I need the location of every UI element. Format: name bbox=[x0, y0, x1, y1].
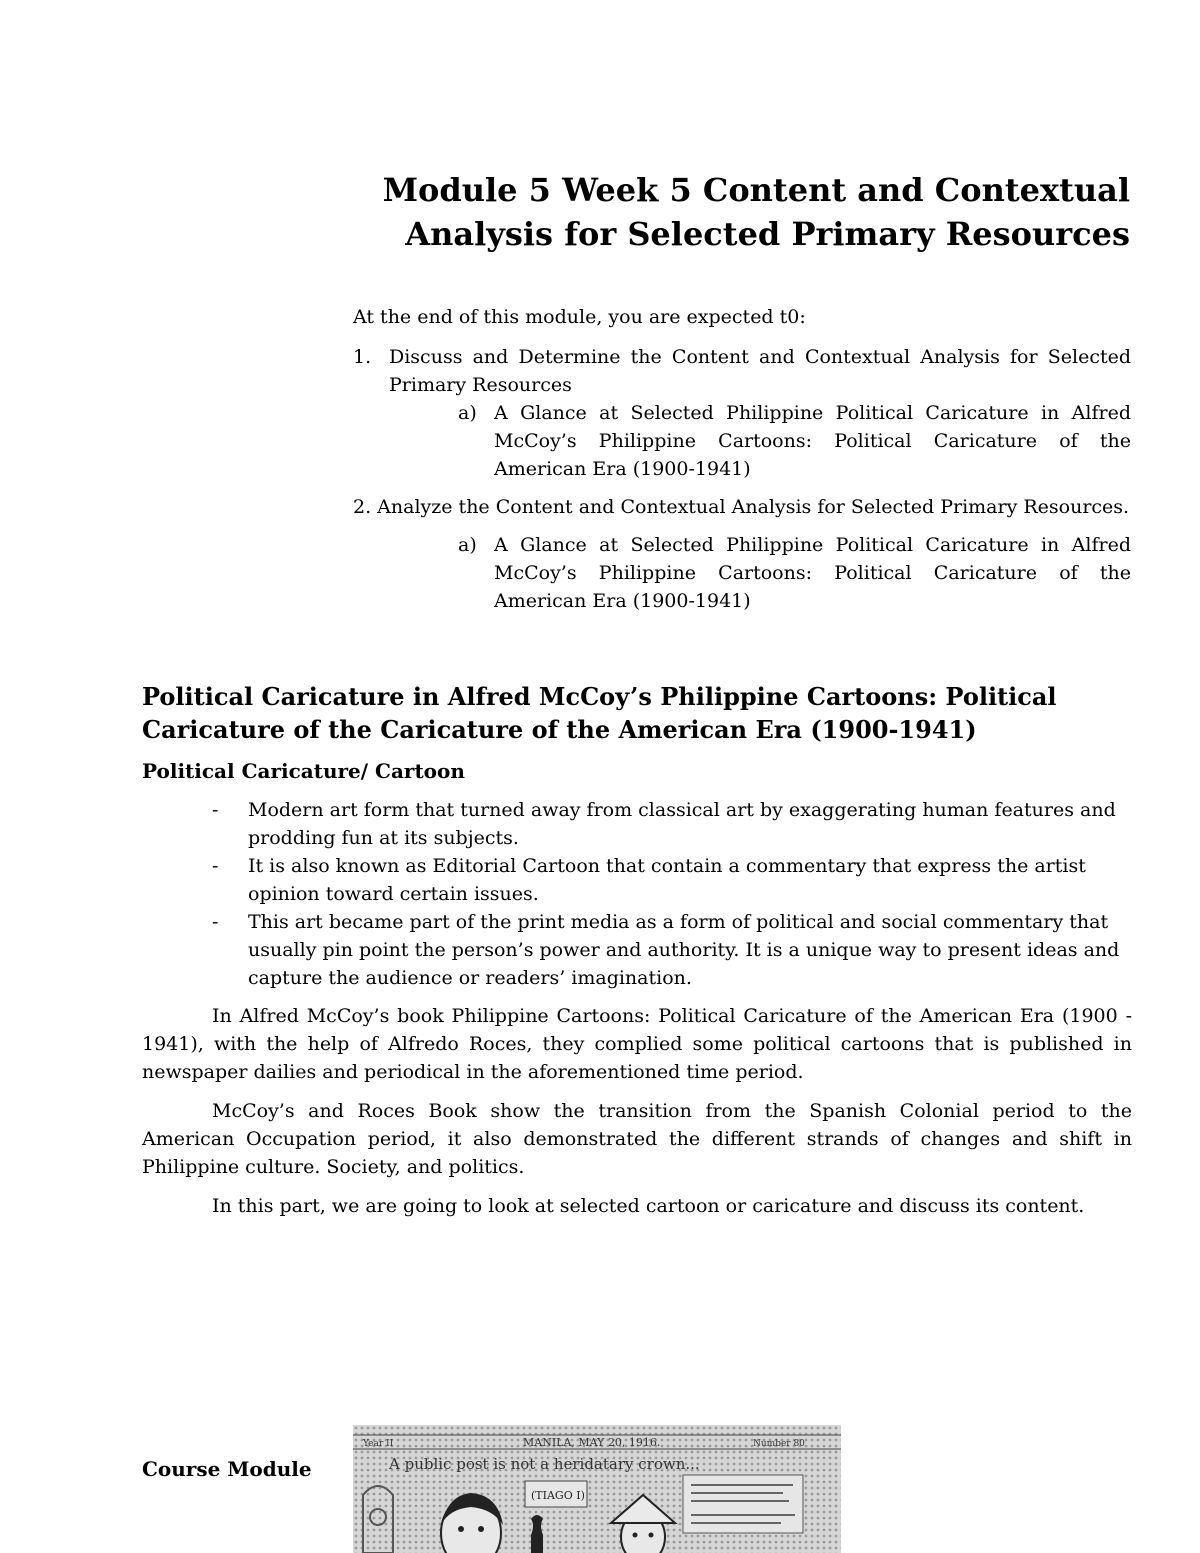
cartoon-caption: A public post is not a heridatary crown... bbox=[389, 1455, 700, 1473]
cartoon-text-box bbox=[683, 1475, 803, 1533]
bullet-dash: - bbox=[212, 911, 219, 933]
section-subheading: Political Caricature/ Cartoon bbox=[142, 759, 465, 783]
political-cartoon-image bbox=[353, 1425, 841, 1553]
objective-1 bbox=[353, 343, 1131, 399]
list-item bbox=[142, 852, 1132, 908]
list-item bbox=[142, 796, 1132, 852]
bullet-dash: - bbox=[212, 799, 219, 821]
module-title-line-1: Module 5 Week 5 Content and Contextual bbox=[382, 171, 1130, 209]
cartoon-header-center: MANILA, MAY 20, 1916. bbox=[523, 1436, 661, 1449]
section-heading: Political Caricature in Alfred McCoy’s Philippine Cartoons: Political Caricature of the Caricature of the American Era (1900-1941) bbox=[142, 682, 1057, 744]
module-title bbox=[370, 168, 1130, 256]
caricature-eye-left-1 bbox=[458, 1526, 464, 1532]
chess-piece-icon bbox=[531, 1515, 543, 1553]
objective-1-text: Discuss and Determine the Content and Contextual Analysis for Selected Primary Resources bbox=[389, 346, 1131, 396]
caricature-eye-left-2 bbox=[478, 1526, 484, 1532]
learning-objectives bbox=[353, 303, 1131, 615]
objective-2: 2. Analyze the Content and Contextual Analysis for Selected Primary Resources. bbox=[353, 496, 1130, 518]
bullet-text: It is also known as Editorial Cartoon that contain a commentary that express the artist opinion toward certain issues. bbox=[248, 855, 1086, 905]
objective-2-sub-a bbox=[458, 531, 1131, 615]
body-paragraphs bbox=[142, 1002, 1132, 1231]
list-item bbox=[142, 908, 1132, 992]
objective-1-sub-a bbox=[458, 399, 1131, 483]
objective-2-sub-letter: a) bbox=[458, 534, 477, 556]
objectives-intro: At the end of this module, you are expected t0: bbox=[353, 306, 806, 328]
cartoon-header-right: Number 80 bbox=[753, 1439, 805, 1449]
bullet-text: This art became part of the print media as a form of political and social commentary that usually pin point the person’s power and authority. It is a unique way to present ideas and capture the audience or readers’ imagination. bbox=[248, 911, 1120, 989]
paragraph-1: In Alfred McCoy’s book Philippine Cartoons: Political Caricature of the American Era (1900 - 1941), with the help of Alfredo Roces, they complied some political cartoons that is published in newspaper dailies and periodical in the aforementioned time period. bbox=[142, 1005, 1132, 1083]
cartoon-header-left: Year II bbox=[363, 1439, 394, 1449]
paragraph-3: In this part, we are going to look at selected cartoon or caricature and discuss its content. bbox=[212, 1195, 1085, 1217]
course-module-label: Course Module bbox=[142, 1457, 312, 1481]
bullet-text: Modern art form that turned away from classical art by exaggerating human features and prodding fun at its subjects. bbox=[248, 799, 1116, 849]
module-title-line-2: Analysis for Selected Primary Resources bbox=[405, 215, 1130, 253]
paragraph-2: McCoy’s and Roces Book show the transition from the Spanish Colonial period to the American Occupation period, it also demonstrated the different strands of changes and shift in Philippine culture. Society, and politics. bbox=[142, 1100, 1132, 1178]
objective-1-sub-letter: a) bbox=[458, 402, 477, 424]
caricature-eye-right-1 bbox=[633, 1533, 638, 1538]
cartoon-sign-text: (TIAGO I) bbox=[531, 1489, 585, 1502]
caricature-eye-right-2 bbox=[649, 1533, 654, 1538]
bullet-list bbox=[142, 796, 1132, 992]
objective-2-sub-text: A Glance at Selected Philippine Political Caricature in Alfred McCoy’s Philippine Cartoons: Political Caricature of the American Era (1900-1941) bbox=[494, 534, 1131, 612]
bullet-dash: - bbox=[212, 855, 219, 877]
objective-1-sub-text: A Glance at Selected Philippine Political Caricature in Alfred McCoy’s Philippine Cartoons: Political Caricature of the American Era (1900-1941) bbox=[494, 402, 1131, 480]
objective-1-number: 1. bbox=[353, 346, 372, 368]
